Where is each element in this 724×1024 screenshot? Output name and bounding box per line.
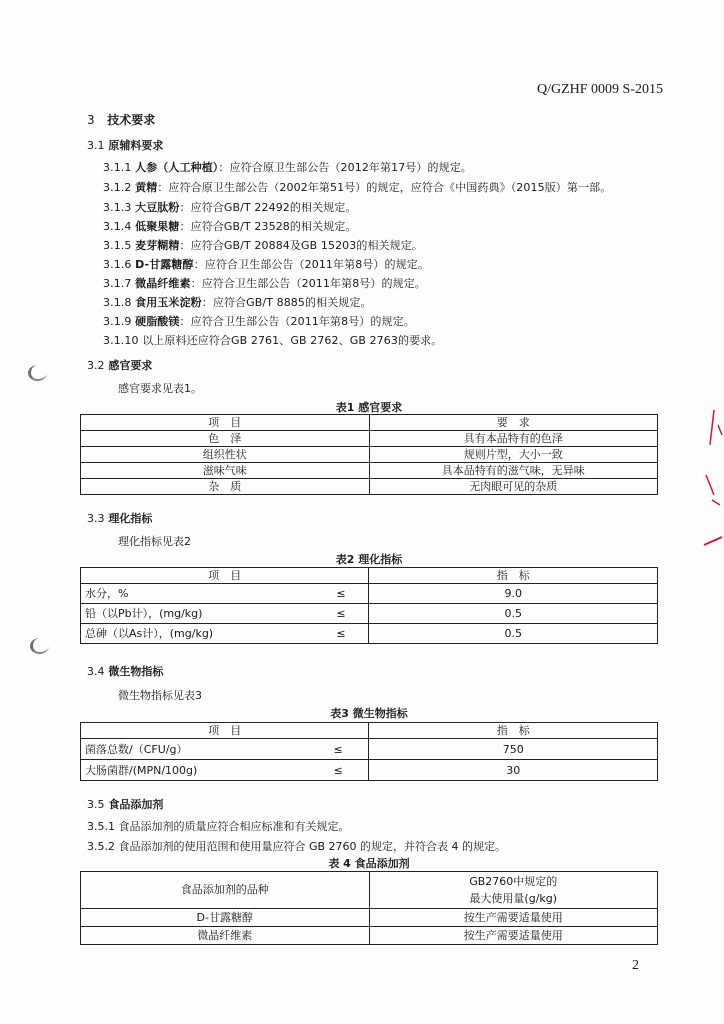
table-cell: 铅（以Pb计），(mg/kg) [81,604,314,624]
table-header-row [81,723,658,739]
table-row [81,927,658,945]
clause-line: 3.1.7 微晶纤维素：应符合卫生部公告（2011年第8号）的规定。 [103,277,426,290]
comparison-symbol: ≤ [308,739,369,760]
header-cell: 项 目 [81,415,370,431]
intro-text: 感官要求见表1。 [118,382,202,395]
clause-line: 3.1.9 硬脂酸镁：应符合卫生部公告（2011年第8号）的规定。 [103,315,415,328]
table-row [81,431,658,447]
sensory-table [80,414,658,495]
table-row [81,760,658,781]
table-caption: 表 4 食品添加剂 [328,857,410,870]
table-row [81,909,658,927]
comparison-symbol: ≤ [314,624,369,644]
table-row [81,604,658,624]
header-cell: 项 目 [81,723,369,739]
clause-line: 3.5.2 食品添加剂的使用范围和使用量应符合 GB 2760 的规定，并符合表 4 的规定。 [87,840,507,853]
table-header-row [81,568,658,584]
punch-hole-mark [28,365,47,381]
clause-line: 3.1.4 低聚果糖：应符合GB/T 23528的相关规定。 [103,220,357,233]
subsection-title: 原辅料要求 [108,139,164,152]
comparison-symbol: ≤ [314,604,369,624]
table-cell: 具本品特有的滋气味，无异味 [369,463,658,479]
table-cell: 具有本品特有的色泽 [369,431,658,447]
table-cell: 按生产需要适量使用 [369,927,658,945]
microbiological-table [80,722,658,781]
table-row [81,624,658,644]
clause-line: 3.1.8 食用玉米淀粉：应符合GB/T 8885的相关规定。 [103,296,372,309]
header-cell: 要 求 [369,415,658,431]
subsection-heading: 3.3 理化指标 [87,512,153,525]
header-cell [369,872,658,909]
intro-text: 理化指标见表2 [118,535,191,548]
table-cell: 0.5 [369,624,658,644]
table-cell: 杂 质 [81,479,370,495]
table-cell: D-甘露糖醇 [81,909,370,927]
red-seal-fragment [700,405,724,555]
table-cell: 无肉眼可见的杂质 [369,479,658,495]
subsection-heading [87,137,163,153]
table-cell: 菌落总数/（CFU/g） [81,739,308,760]
clause-line: 3.1.5 麦芽糊精：应符合GB/T 20884及GB 15203的相关规定。 [103,239,423,252]
physicochemical-table [80,567,658,644]
table-row [81,447,658,463]
table-cell: 微晶纤维素 [81,927,370,945]
subsection-heading: 3.4 微生物指标 [87,665,164,678]
header-cell: 食品添加剂的品种 [81,872,370,909]
seal-edge-graphic [700,405,724,555]
subsection-heading: 3.2 感官要求 [87,359,153,372]
table-cell: 按生产需要适量使用 [369,909,658,927]
table-row [81,463,658,479]
clause-line: 3.1.2 黄精：应符合原卫生部公告（2002年第51号）的规定，应符合《中国药典》（2015版）第一部。 [103,181,612,194]
table-row [81,739,658,760]
section-heading [87,111,155,128]
header-line: 最大使用量(g/kg) [469,892,558,905]
table-header-row [81,415,658,431]
section-number: 3 [87,113,95,127]
section-title: 技术要求 [107,113,156,127]
header-cell: 指 标 [369,568,658,584]
punch-hole-mark [30,638,49,654]
clause-line: 3.5.1 食品添加剂的质量应符合相应标准和有关规定。 [87,820,350,833]
table-cell: 水分，% [81,584,314,604]
table-cell: 总砷（以As计），(mg/kg) [81,624,314,644]
page-number: 2 [632,958,639,973]
clause-line: 3.1.1 人参（人工种植）：应符合原卫生部公告（2012年第17号）的规定。 [103,161,472,174]
subsection-heading: 3.5 食品添加剂 [87,798,164,811]
table-caption: 表2 理化指标 [335,553,403,566]
table-cell: 规则片型，大小一致 [369,447,658,463]
table-cell: 色 泽 [81,431,370,447]
header-line: GB2760中规定的 [469,875,558,888]
table-cell: 0.5 [369,604,658,624]
table-cell: 组织性状 [81,447,370,463]
table-cell: 750 [369,739,658,760]
clause-line: 3.1.6 D-甘露糖醇：应符合卫生部公告（2011年第8号）的规定。 [103,258,429,271]
comparison-symbol: ≤ [314,584,369,604]
table-cell: 滋味气味 [81,463,370,479]
food-additive-table [80,871,658,945]
table-cell: 大肠菌群/(MPN/100g) [81,760,308,781]
header-cell: 项 目 [81,568,369,584]
intro-text: 微生物指标见表3 [118,689,202,702]
table-row [81,479,658,495]
comparison-symbol: ≤ [308,760,369,781]
table-caption: 表3 微生物指标 [330,707,408,720]
clause-line: 3.1.10 以上原料还应符合GB 2761、GB 2762、GB 2763的要求。 [103,334,443,347]
subsection-number: 3.1 [87,139,105,152]
table-cell: 9.0 [369,584,658,604]
header-cell: 指 标 [369,723,658,739]
table-header-row [81,872,658,909]
table-row [81,584,658,604]
table-caption: 表1 感官要求 [335,401,403,414]
standard-code: Q/GZHF 0009 S-2015 [537,82,664,97]
clause-line: 3.1.3 大豆肽粉：应符合GB/T 22492的相关规定。 [103,201,357,214]
table-cell: 30 [369,760,658,781]
